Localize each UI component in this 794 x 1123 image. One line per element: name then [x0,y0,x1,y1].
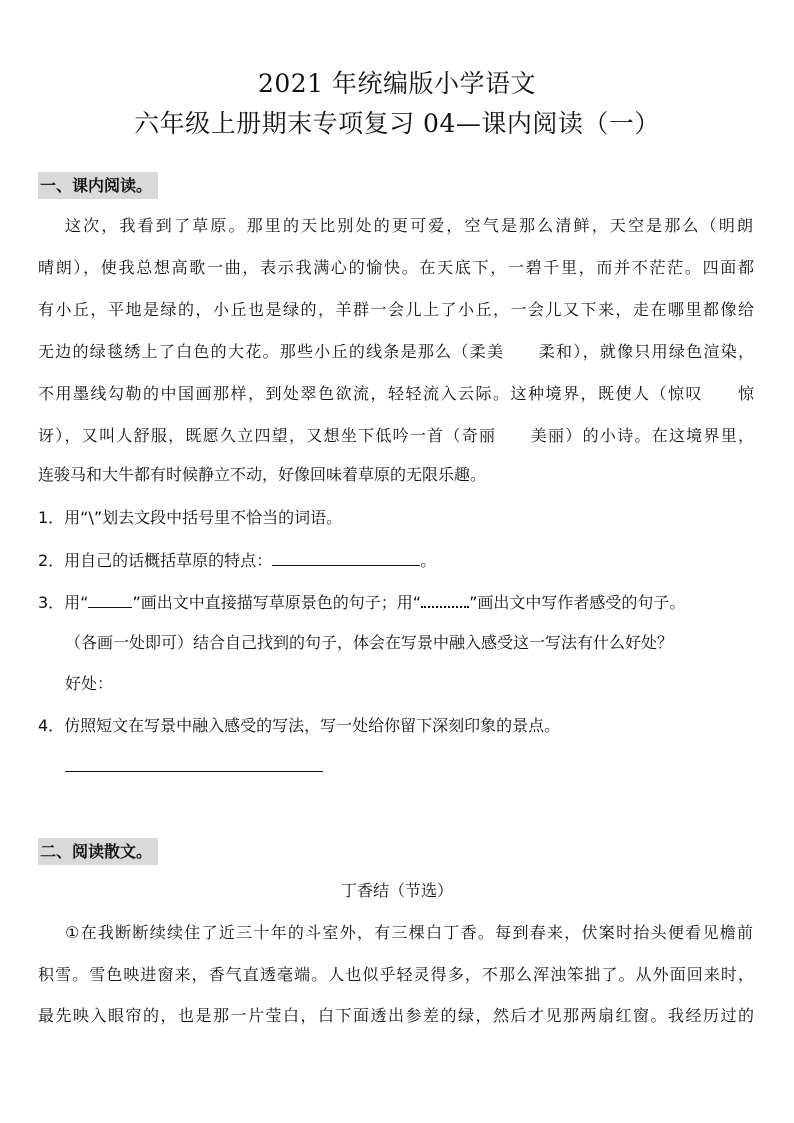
article-title: 丁香结（节选） [340,881,453,900]
wavy-underline-sample [421,592,469,608]
worksheet-title-line2: 六年级上册期末专项复习 04—课内阅读（一） [134,109,660,138]
passage1-line: 连骏马和大牛都有时候静立不动，好像回味着草原的无限乐趣。 [38,465,487,484]
question-4: 4．仿照短文在写景中融入感受的写法，写一处给你留下深刻印象的景点。 [38,716,561,735]
passage1-line: 无边的绿毯绣上了白色的大花。那些小丘的线条是那么（柔美 柔和），就像只用绿色渲染， [38,342,754,361]
question-2 [38,549,436,571]
passage2-line: 积雪。雪色映进窗来，香气直透毫端。人也似乎轻灵得多，不那么浑浊笨拙了。从外面回来时， [38,965,754,984]
passage1-line: 这次，我看到了草原。那里的天比别处的更可爱，空气是那么清鲜，天空是那么（明朗 [65,216,753,235]
passage2-line: 最先映入眼帘的，也是那一片莹白，白下面透出参差的绿，然后才见那两扇红窗。我经历过的 [38,1006,754,1025]
question-3-text: ”画出文中写作者感受的句子。 [469,593,686,612]
question-3-text: ”画出文中直接描写草原景色的句子；用“ [132,593,422,612]
passage2-line: ①在我断断续续住了近三十年的斗室外，有三棵白丁香。每到春来，伏案时抬头便看见檐前 [65,923,753,942]
question-3-line2: （各画一处即可）结合自己找到的句子，体会在写景中融入感受这一写法有什么好处？ [65,633,674,652]
question-3-text: 3．用“ [38,593,89,612]
passage1-line: 不用墨线勾勒的中国画那样，到处翠色欲流，轻轻流入云际。这种境界，既使人（惊叹 惊 [38,384,754,403]
straight-underline-sample [88,591,132,608]
question-2-suffix: 。 [420,551,437,570]
question-3 [38,591,685,613]
worksheet-title-line1: 2021 年统编版小学语文 [257,69,537,98]
question-4-answer-line[interactable] [65,771,323,772]
passage1-line: 晴朗），使我总想高歌一曲，表示我满心的愉快。在天底下，一碧千里，而并不茫茫。四面都 [38,258,754,277]
question-2-answer-blank[interactable] [272,549,420,566]
section1-heading: 一、课内阅读。 [38,172,158,199]
passage1-line: 讶），又叫人舒服，既愿久立四望，又想坐下低吟一首（奇丽 美丽）的小诗。在这境界里， [38,426,754,445]
question-3-answer-label: 好处： [65,674,114,693]
question-1: 1．用“\”划去文段中括号里不恰当的词语。 [38,508,343,527]
question-2-text: 2．用自己的话概括草原的特点： [38,551,273,570]
section2-heading: 二、阅读散文。 [38,838,158,865]
passage1-line: 有小丘，平地是绿的，小丘也是绿的，羊群一会儿上了小丘，一会儿又下来，走在哪里都像给 [38,300,754,319]
